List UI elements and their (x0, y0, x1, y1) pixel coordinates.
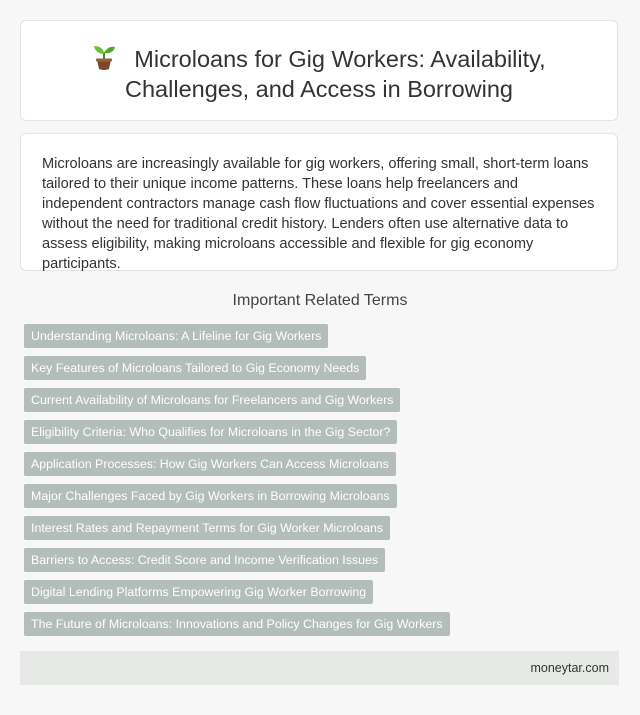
term-tag[interactable]: Major Challenges Faced by Gig Workers in Borrowing Microloans (24, 484, 397, 508)
term-tag[interactable]: Current Availability of Microloans for Freelancers and Gig Workers (24, 388, 400, 412)
intro-card (20, 133, 618, 271)
term-tag[interactable]: Digital Lending Platforms Empowering Gig Worker Borrowing (24, 580, 373, 604)
term-tag[interactable]: The Future of Microloans: Innovations and Policy Changes for Gig Workers (24, 612, 450, 636)
title-card (20, 20, 618, 121)
title-line-2: Challenges, and Access in Borrowing (125, 76, 513, 102)
term-tag[interactable]: Interest Rates and Repayment Terms for Gig Worker Microloans (24, 516, 390, 540)
page-title (21, 43, 617, 104)
related-terms-heading: Important Related Terms (232, 292, 408, 309)
term-tag[interactable]: Key Features of Microloans Tailored to Gig Economy Needs (24, 356, 366, 380)
footer (20, 651, 619, 685)
seedling-icon (92, 43, 116, 71)
term-tag[interactable]: Eligibility Criteria: Who Qualifies for Microloans in the Gig Sector? (24, 420, 397, 444)
term-tag[interactable]: Application Processes: How Gig Workers Can Access Microloans (24, 452, 396, 476)
title-line-1: Microloans for Gig Workers: Availability, (134, 46, 546, 72)
term-tag[interactable]: Barriers to Access: Credit Score and Income Verification Issues (24, 548, 385, 572)
footer-site-link[interactable]: moneytar.com (530, 661, 609, 675)
intro-paragraph: Microloans are increasingly available for gig workers, offering small, short-term loans tailored to their unique income patterns. These loans help freelancers and independent contractors manage cash flow fluctuations and cover essential expenses without the need for traditional credit history. Lenders often use alternative data to assess eligibility, making microloans accessible and flexible for gig economy participants. (42, 156, 595, 272)
term-tag[interactable]: Understanding Microloans: A Lifeline for Gig Workers (24, 324, 328, 348)
